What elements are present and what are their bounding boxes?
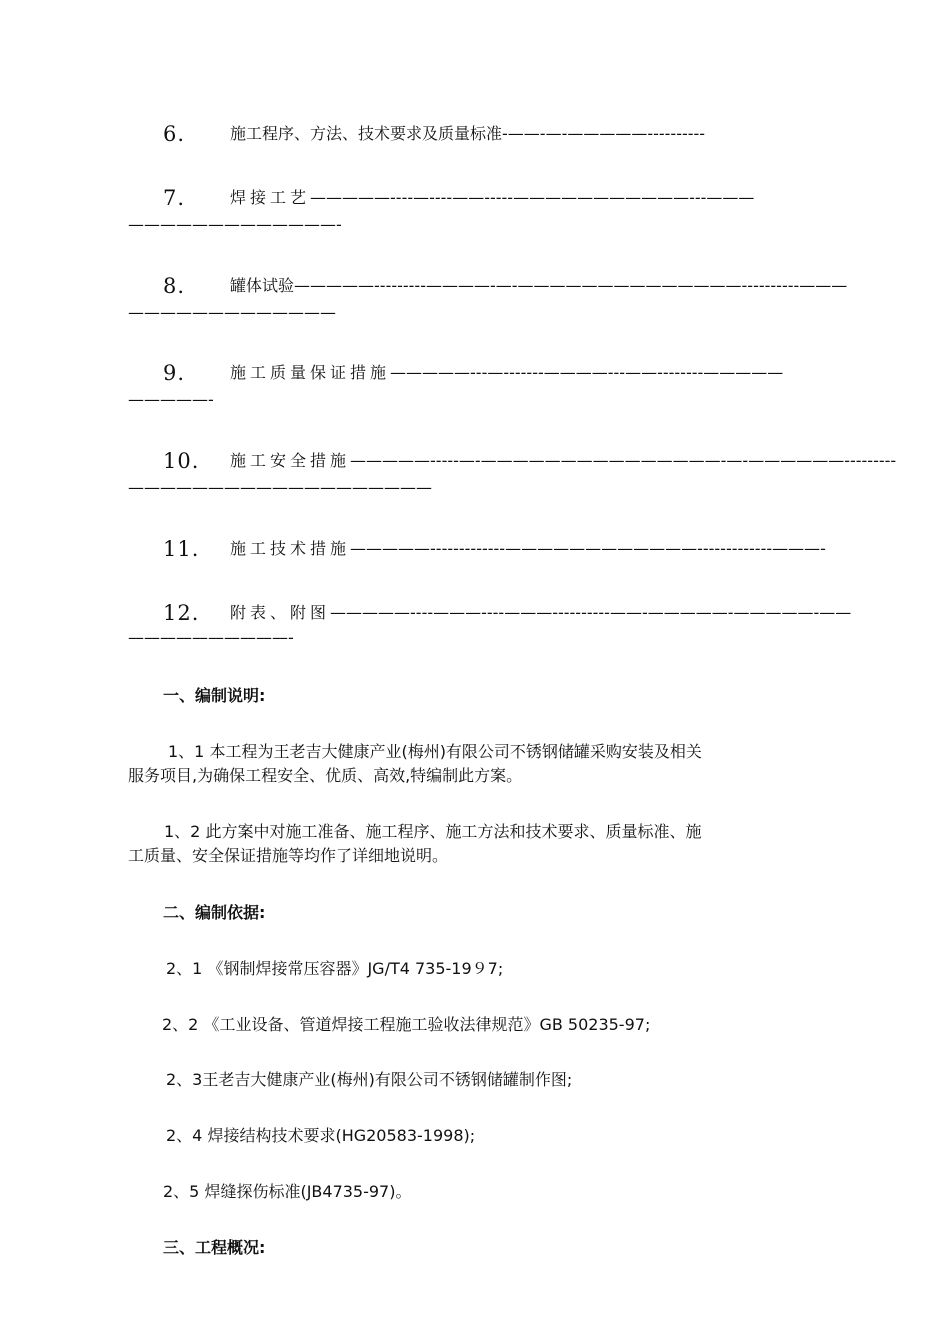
toc-number: 11. [163, 537, 200, 561]
paragraph-line: 1、1 本工程为王老吉大健康产业(梅州)有限公司不锈钢储罐采购安装及相关 [168, 742, 702, 761]
toc-title [230, 449, 896, 473]
paragraph-line: 服务项目,为确保工程安全、优质、高效,特编制此方案。 [128, 766, 523, 785]
toc-leader: —————-------------————————————-------------———- [350, 539, 826, 558]
toc-number: 6. [163, 122, 186, 146]
paragraph-1-2 [128, 820, 828, 868]
toc-title [230, 361, 783, 385]
basis-item-2-1: 2、1 《钢制焊接常压容器》JG/T4 735-19９7; [166, 959, 504, 978]
section-heading-project-overview: 三、工程概况: [163, 1238, 266, 1257]
toc-title [230, 537, 826, 561]
basis-item-2-4: 2、4 焊接结构技术要求(HG20583-1998); [166, 1126, 476, 1145]
section-heading-compilation-basis: 二、编制依据: [163, 903, 266, 922]
paragraph-line: 工质量、安全保证措施等均作了详细地说明。 [128, 846, 449, 865]
toc-leader: -——-—-—————---------- [502, 124, 706, 143]
toc-title-text: 施工安全措施 [230, 451, 351, 470]
toc-title-text: 附表、附图 [230, 603, 331, 622]
toc-title-text: 施工质量保证措施 [230, 363, 391, 382]
toc-title [230, 122, 705, 146]
paragraph-1-1 [128, 740, 828, 788]
toc-leader: —————---------————-—-——————————————----------——— [294, 276, 848, 295]
basis-item-2-3: 2、3王老吉大健康产业(梅州)有限公司不锈钢储罐制作图; [166, 1070, 573, 1089]
toc-number: 10. [163, 449, 200, 473]
toc-title-text: 罐体试验 [230, 276, 295, 295]
toc-title [230, 186, 754, 210]
toc-title-text: 施工程序、方法、技术要求及质量标准 [230, 124, 503, 143]
basis-item-2-2: 2、2 《工业设备、管道焊接工程施工验收法律规范》GB 50235-97; [162, 1015, 651, 1034]
toc-leader: —————---—-------————---——--------————— [390, 363, 784, 382]
toc-leader-continued: ——————————————————— [128, 478, 432, 497]
toc-leader-continued: —————- [128, 390, 214, 409]
toc-title [230, 274, 847, 298]
toc-title-text: 焊接工艺 [230, 188, 311, 207]
toc-number: 8. [163, 274, 186, 298]
toc-number: 7. [163, 186, 186, 210]
toc-leader-continued: ————————————— [128, 303, 336, 322]
section-heading-compilation-notes: 一、编制说明: [163, 686, 266, 705]
toc-leader-continued: ——————————- [128, 628, 294, 647]
toc-leader: —————----—----——-----———————————---——— [310, 188, 755, 207]
toc-leader: —————-----—-———————————————-—-——————--------- [350, 451, 897, 470]
toc-number: 12. [163, 601, 200, 625]
basis-item-2-5: 2、5 焊缝探伤标准(JB4735-97)。 [163, 1182, 412, 1201]
toc-title [230, 601, 851, 625]
toc-number: 9. [163, 361, 186, 385]
toc-leader-continued: —————————————- [128, 215, 342, 234]
toc-title-text: 施工技术措施 [230, 539, 351, 558]
paragraph-line: 1、2 此方案中对施工准备、施工程序、施工方法和技术要求、质量标准、施 [164, 822, 702, 841]
toc-leader: —————----———----———----------——-—————-—————-—— [330, 603, 852, 622]
